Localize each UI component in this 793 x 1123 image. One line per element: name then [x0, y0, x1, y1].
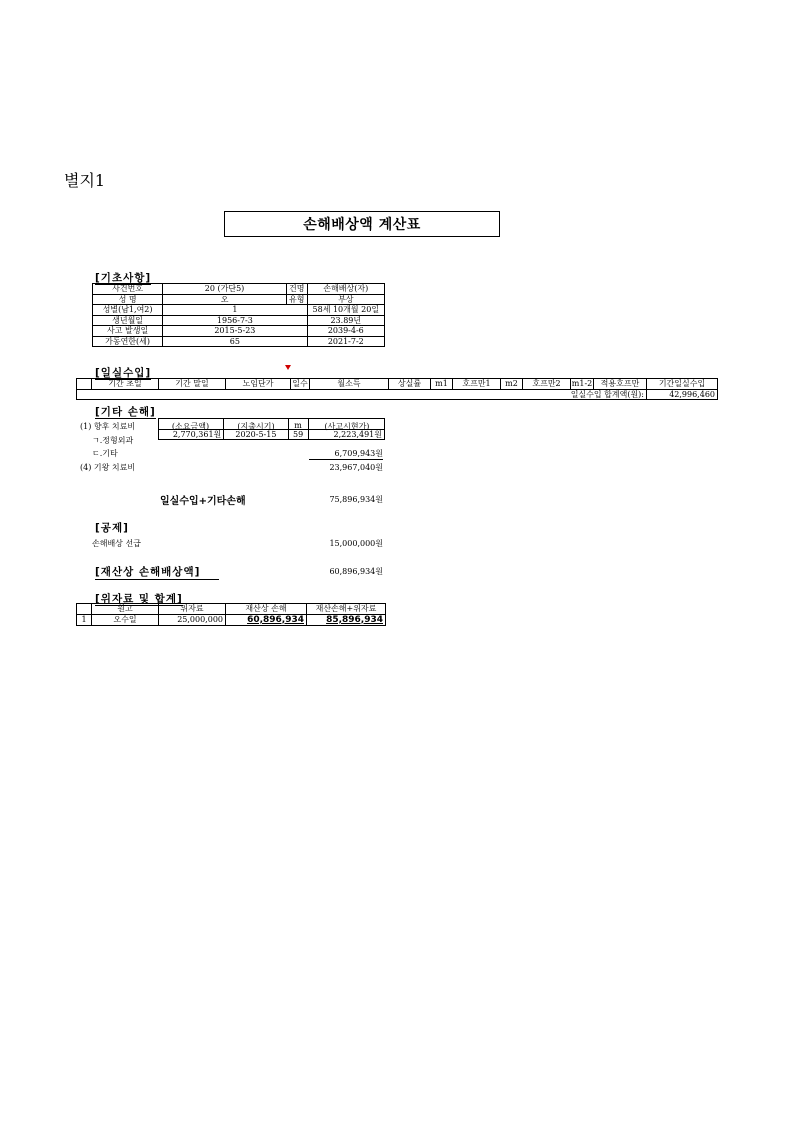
other-damages-heading: [기타 손해] [95, 406, 156, 418]
item-c-value: 6,709,943원 [309, 448, 383, 460]
table-cell: 건명 [286, 284, 307, 295]
table-row [93, 336, 385, 347]
table-cell: 1 [163, 305, 307, 316]
table-cell: 85,896,934 [307, 614, 386, 626]
col-amount-header: (소요금액) [171, 422, 210, 431]
table-cell: 2,770,361원 [159, 429, 224, 440]
lost-income-table [76, 378, 718, 400]
table-cell: 2,223,491원 [308, 429, 384, 440]
table-cell: 손해배상(자) [307, 284, 384, 295]
column-header: 재산손해+위자료 [307, 604, 386, 615]
table-cell: 2039-4-6 [307, 326, 384, 337]
table-cell: 25,000,000 [159, 614, 226, 626]
table-cell: 2020-5-15 [224, 429, 288, 440]
column-header: m1-2 [571, 379, 593, 388]
table-cell: 사고 발생일 [93, 326, 163, 337]
table-cell: 사건번호 [93, 284, 163, 295]
table-cell: 23.89년 [307, 315, 384, 326]
col-time-header: (지출시기) [237, 422, 275, 431]
table-cell: 59 [288, 429, 308, 440]
subtotal-value: 75,896,934원 [329, 495, 383, 504]
item-c-label: ㄷ.기타 [92, 449, 118, 458]
column-header: m1 [431, 379, 453, 390]
past-treatment-value: 23,967,040원 [329, 463, 383, 472]
table-cell: 오수일 [92, 614, 159, 626]
table-cell: 60,896,934 [226, 614, 307, 626]
table-cell: 유형 [286, 294, 307, 305]
table-header-row [77, 604, 386, 615]
table-row [159, 429, 385, 440]
document-title: 손해배상액 계산표 [224, 211, 500, 237]
column-header: 재산상 손해 [226, 604, 307, 615]
table-cell: 65 [163, 336, 307, 347]
col-m-header: m [294, 421, 302, 430]
future-treatment-grid [158, 418, 385, 440]
column-header: 호프만2 [523, 379, 571, 390]
column-header: 일수 [292, 379, 308, 388]
column-header: 상실률 [389, 379, 431, 390]
column-header: 위자료 [159, 604, 226, 615]
table-cell: 성별(남1,여2) [93, 305, 163, 316]
table-cell: 58세 10개월 20일 [307, 305, 384, 316]
table-row [77, 614, 386, 626]
table-cell: 2015-5-23 [163, 326, 307, 337]
property-damage-value: 60,896,934원 [329, 567, 383, 576]
total-label: 일실수입 합계액(원): [77, 389, 647, 400]
table-row [93, 294, 385, 305]
basic-info-table [92, 283, 385, 347]
column-header: 월소득 [310, 379, 389, 390]
table-row [93, 284, 385, 295]
table-row [93, 305, 385, 316]
document-label: 별지1 [64, 171, 106, 190]
consolation-table [76, 603, 386, 626]
comment-marker [285, 365, 291, 370]
table-header-row [77, 379, 718, 390]
deduction-value: 15,000,000원 [329, 539, 383, 548]
column-header: 호프만1 [453, 379, 501, 390]
table-cell: 2021-7-2 [307, 336, 384, 347]
table-cell: 부상 [307, 294, 384, 305]
column-header: 기간 초일 [92, 379, 159, 390]
table-cell: 1 [77, 614, 92, 626]
deduction-heading: [공제] [95, 522, 129, 534]
future-treatment-label: (1) 향후 치료비 [80, 422, 136, 431]
table-cell: 20 (가단5) [163, 284, 287, 295]
column-header: 노임단가 [226, 379, 291, 390]
past-treatment-label: (4) 기왕 치료비 [80, 463, 136, 472]
lost-income-heading: [일실수입] [95, 367, 152, 379]
table-row [93, 326, 385, 337]
column-header: m2 [501, 379, 523, 390]
item-a-label: ㄱ.정형외과 [92, 436, 134, 445]
table-cell: 생년월일 [93, 315, 163, 326]
basic-heading: [기초사항] [95, 272, 152, 284]
column-header: 적용호프만 [594, 379, 647, 390]
column-header: 원고 [92, 604, 159, 615]
subtotal-label: 일실수입+기타손해 [160, 496, 246, 507]
table-row [93, 315, 385, 326]
table-cell: 1956-7-3 [163, 315, 307, 326]
consolation-heading: [위자료 및 합계] [95, 593, 183, 605]
col-present-value-header: (사고시현가) [324, 422, 370, 431]
property-damage-heading: [재산상 손해배상액] [95, 564, 223, 580]
deduction-label: 손해배상 선급 [92, 539, 141, 548]
table-cell: 오 [163, 294, 287, 305]
table-row [77, 389, 718, 400]
column-header: 기간 말일 [159, 379, 226, 390]
column-header: 기간일실수입 [647, 379, 718, 390]
total-value: 42,996,460 [647, 389, 718, 400]
table-cell: 성 명 [93, 294, 163, 305]
table-cell: 가동연한(세) [93, 336, 163, 347]
